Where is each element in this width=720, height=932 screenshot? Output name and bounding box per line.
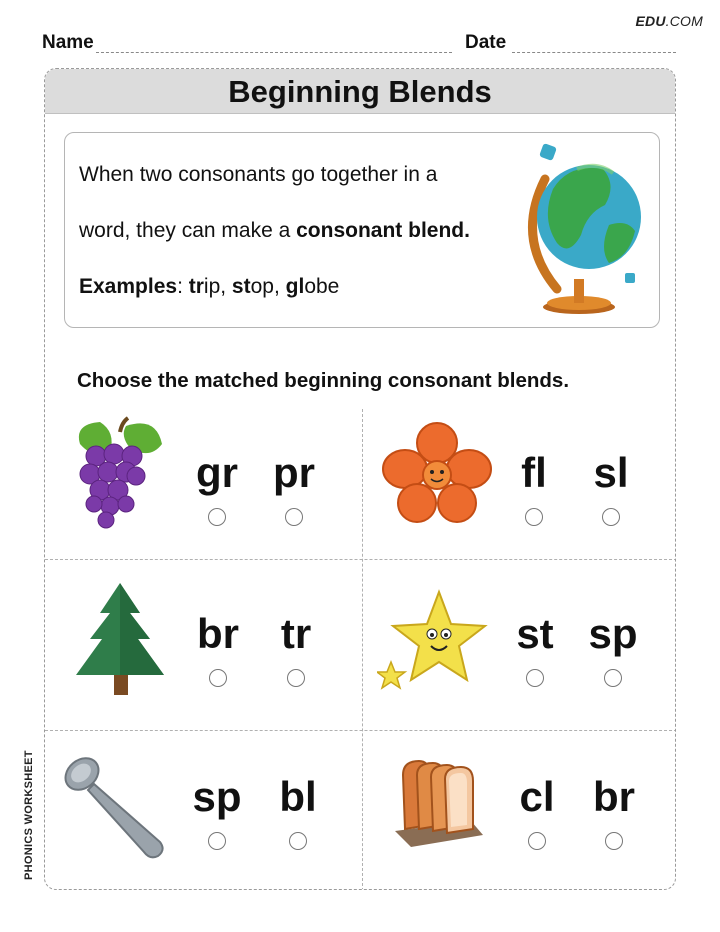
radio-tr[interactable] xyxy=(287,669,305,687)
option-bl: bl xyxy=(263,775,333,850)
radio-br-q6[interactable] xyxy=(605,832,623,850)
intro-box xyxy=(64,132,660,328)
date-line[interactable] xyxy=(512,52,676,53)
instruction-text: Choose the matched beginning consonant blends. xyxy=(77,369,570,392)
intro-line-1: When two consonants go together in a xyxy=(79,163,438,186)
brand-logo: EDU.COM xyxy=(635,13,703,29)
examples-line: Examples: trip, stop, globe xyxy=(79,275,340,298)
option-gr: gr xyxy=(182,451,252,526)
radio-br[interactable] xyxy=(209,669,227,687)
question-spoon xyxy=(45,730,361,890)
spoon-icon xyxy=(60,750,180,860)
radio-st[interactable] xyxy=(526,669,544,687)
grapes-icon xyxy=(60,414,180,534)
question-tree xyxy=(45,559,361,730)
name-label: Name xyxy=(42,32,94,53)
question-grid xyxy=(45,409,676,890)
globe-icon xyxy=(517,139,645,317)
question-star xyxy=(362,559,676,730)
page-title: Beginning Blends xyxy=(45,69,675,114)
radio-sl[interactable] xyxy=(602,508,620,526)
tree-icon xyxy=(60,579,180,699)
radio-gr[interactable] xyxy=(208,508,226,526)
option-sp-q5: sp xyxy=(182,775,252,850)
option-tr: tr xyxy=(261,612,331,687)
date-label: Date xyxy=(465,32,507,53)
option-cl: cl xyxy=(502,775,572,850)
name-line[interactable] xyxy=(96,52,452,53)
bread-icon xyxy=(377,755,497,855)
option-fl: fl xyxy=(499,451,569,526)
option-st: st xyxy=(500,612,570,687)
radio-sp-q5[interactable] xyxy=(208,832,226,850)
intro-line-2: word, they can make a consonant blend. xyxy=(79,219,470,242)
radio-pr[interactable] xyxy=(285,508,303,526)
sidebar-label: PHONICS WORKSHEET xyxy=(23,750,35,880)
worksheet-card xyxy=(44,68,676,890)
radio-sp[interactable] xyxy=(604,669,622,687)
radio-fl[interactable] xyxy=(525,508,543,526)
flower-icon xyxy=(377,419,497,529)
question-bread xyxy=(362,730,676,890)
question-grapes xyxy=(45,409,361,559)
option-sl: sl xyxy=(576,451,646,526)
radio-bl[interactable] xyxy=(289,832,307,850)
option-sp: sp xyxy=(578,612,648,687)
option-pr: pr xyxy=(259,451,329,526)
star-icon xyxy=(377,584,497,694)
option-br: br xyxy=(183,612,253,687)
radio-cl[interactable] xyxy=(528,832,546,850)
question-flower xyxy=(362,409,676,559)
option-br-q6: br xyxy=(579,775,649,850)
